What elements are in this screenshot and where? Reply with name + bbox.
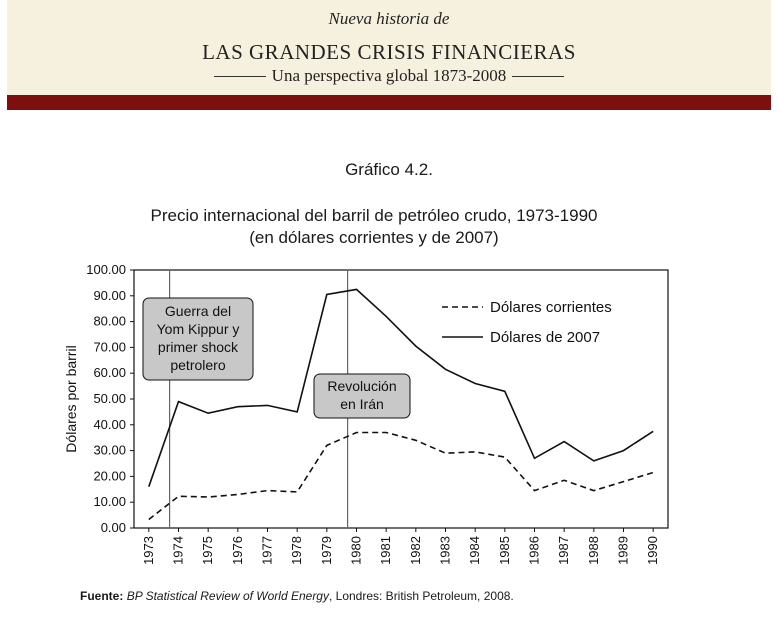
y-tick-label: 50.00 [93,391,126,406]
y-tick-label: 0.00 [100,520,126,535]
x-tick-label: 1981 [378,536,394,565]
x-tick-label: 1973 [140,536,156,565]
source-prefix: Fuente: [80,589,124,603]
x-tick-label: 1975 [200,536,216,565]
y-tick-label: 80.00 [93,313,126,329]
series-title: Nueva historia de [328,9,450,28]
book-title: LAS GRANDES CRISIS FINANCIERAS [202,40,576,64]
figure-title-line1: Precio internacional del barril de petróleo crudo, 1973-1990 [150,206,598,225]
y-tick-label: 90.00 [93,287,126,303]
x-tick-label: 1974 [170,536,186,565]
x-tick-label: 1983 [437,536,453,565]
x-tick-label: 1989 [615,536,631,565]
x-tick-label: 1976 [229,536,245,565]
event-annotation-text: petrolero [170,357,226,373]
y-tick-label: 100.00 [86,262,126,277]
y-tick-label: 70.00 [93,339,126,355]
y-tick-label: 20.00 [93,468,126,484]
x-tick-label: 1977 [259,536,275,565]
x-tick-label: 1986 [526,536,542,565]
event-annotation-text: Yom Kippur y [156,321,240,337]
series-line-current-dollars [149,433,653,520]
x-tick-label: 1988 [585,536,601,565]
x-tick-label: 1980 [348,536,364,565]
source-rest: , Londres: British Petroleum, 2008. [328,589,514,603]
x-tick-label: 1990 [645,536,661,565]
event-annotation-text: Guerra del [164,303,232,319]
x-tick-label: 1982 [407,536,423,565]
y-tick-label: 10.00 [93,494,126,510]
y-axis-label: Dólares por barril [63,345,79,453]
y-tick-label: 30.00 [93,442,126,458]
figure-title-line2: (en dólares corrientes y de 2007) [249,228,499,247]
legend-label: Dólares corrientes [490,299,612,316]
legend-label: Dólares de 2007 [490,329,601,346]
y-tick-label: 60.00 [93,365,126,381]
x-tick-label: 1984 [467,536,483,565]
x-tick-label: 1978 [289,536,305,565]
figure-number: Gráfico 4.2. [345,160,433,179]
x-tick-label: 1979 [318,536,334,565]
x-tick-label: 1985 [496,536,512,565]
book-subtitle: Una perspectiva global 1873-2008 [271,66,507,85]
x-tick-label: 1987 [556,536,572,565]
y-tick-label: 40.00 [93,416,126,432]
source-note [80,589,514,603]
event-annotation-text: primer shock [157,339,239,355]
event-annotation-text: Revolución [327,378,397,394]
event-annotation-text: en Irán [340,396,384,412]
source-work: BP Statistical Review of World Energy [126,589,329,603]
